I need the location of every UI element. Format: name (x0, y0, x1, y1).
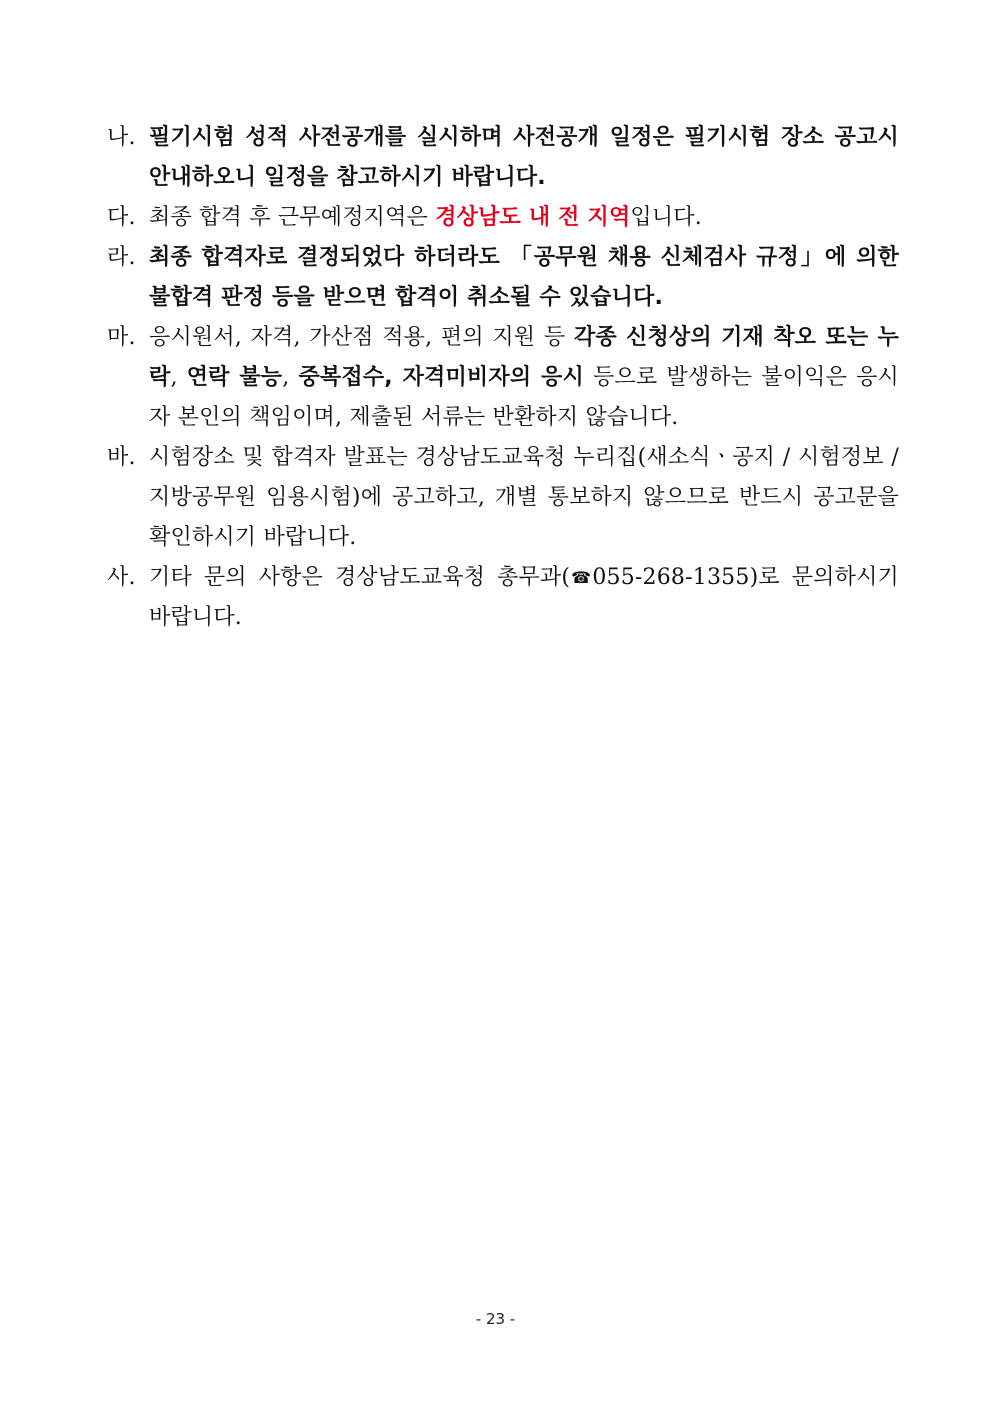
bold-text: 연락 불능 (186, 365, 283, 390)
item-marker: 라. (107, 245, 136, 270)
bold-text: 최종 합격자로 결정되었다 하더라도 「공무원 채용 신체검사 규정」에 의한 불합격 판정 등을 받으면 합격이 취소될 수 있습니다. (149, 245, 899, 310)
highlight-text: 경상남도 내 전 지역 (435, 205, 631, 230)
item-marker: 마. (107, 325, 136, 350)
phone-icon: ☎ (571, 568, 592, 587)
item-text: , (170, 365, 187, 390)
phone-number: 055-268-1355 (592, 565, 750, 590)
item-text: 입니다. (630, 205, 702, 230)
page-number: - 23 - (475, 1310, 516, 1328)
item-marker: 바. (107, 445, 136, 470)
item-text: 기타 문의 사항은 경상남도교육청 총무과( (149, 565, 571, 590)
item-marker: 나. (107, 125, 136, 150)
notice-item-ma (107, 318, 899, 438)
item-marker: 사. (107, 565, 136, 590)
bold-text: 각종 신청상의 기재 착오 또는 누락 (149, 325, 899, 390)
notice-item-ba (107, 438, 899, 558)
notice-item-na (107, 118, 899, 198)
item-text: )로 문의하시기 바랍니다. (149, 565, 899, 630)
notice-item-sa (107, 558, 899, 638)
notice-item-ra (107, 238, 899, 318)
item-text: , (282, 365, 299, 390)
notice-list (107, 118, 899, 638)
notice-item-da (107, 198, 899, 238)
bold-text: 필기시험 성적 사전공개를 실시하며 사전공개 일정은 필기시험 장소 공고시 안내하오니 일정을 참고하시기 바랍니다. (149, 125, 899, 190)
item-text: 최종 합격 후 근무예정지역은 (149, 205, 436, 230)
item-text: 응시원서, 자격, 가산점 적용, 편의 지원 등 (149, 325, 574, 350)
item-marker: 다. (107, 205, 136, 230)
item-text: 등으로 발생하는 불이익은 응시자 본인의 책임이며, 제출된 서류는 반환하지 않습니다. (149, 365, 899, 430)
bold-text: 중복접수, 자격미비자의 응시 (298, 365, 584, 390)
item-text: 시험장소 및 합격자 발표는 경상남도교육청 누리집(새소식ㆍ공지 / 시험정보 / 지방공무원 임용시험)에 공고하고, 개별 통보하지 않으므로 반드시 공고문을 확인하시기 바랍니다. (149, 445, 899, 550)
